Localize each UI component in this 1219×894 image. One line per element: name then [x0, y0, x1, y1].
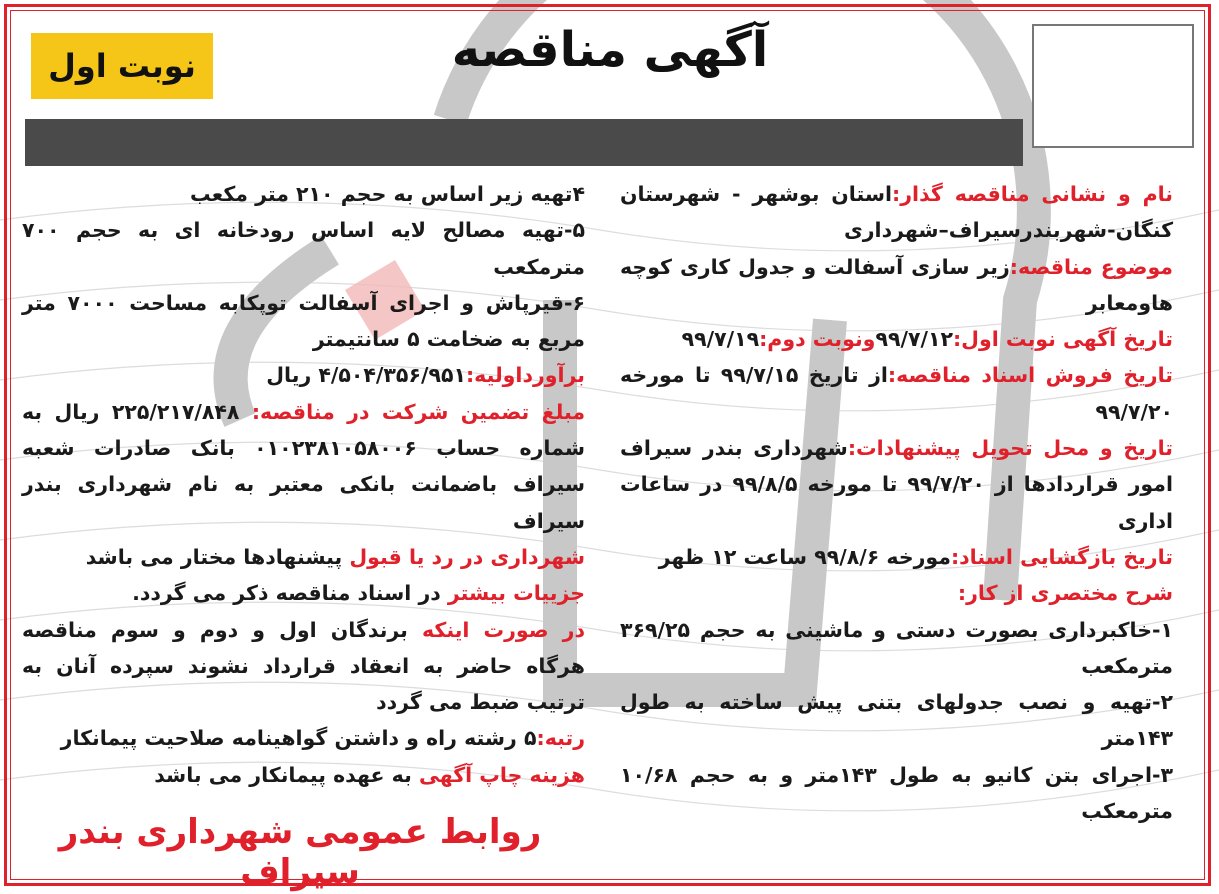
document-sale-dates: [620, 357, 1195, 430]
right-column: [620, 176, 1195, 829]
label: هزینه چاپ آگهی: [418, 762, 585, 787]
value: پیشنهادها مختار می باشد: [85, 544, 350, 569]
value: مورخه ۹۹/۸/۶ ساعت ۱۲ ظهر: [658, 544, 951, 569]
contractor-grade: [22, 720, 607, 756]
value: ۹۹/۷/۱۹: [681, 327, 760, 352]
work-description-heading: [620, 575, 1195, 611]
label: در صورت اینکه: [421, 617, 585, 642]
publish-dates: [620, 321, 1195, 357]
value: در اسناد مناقصه ذکر می گردد.: [132, 581, 448, 606]
label: تاریخ آگهی نوبت اول:: [952, 327, 1173, 352]
value: استان بوشهر - شهرستان کنگان-شهربندرسیراف–شهرداری: [620, 182, 1173, 243]
value: شهرداری بندر سیراف امور قراردادها از ۹۹/۷/۲۰ تا مورخه ۹۹/۸/۵ در ساعات اداری: [620, 436, 1173, 533]
label: نام و نشانی مناقصه گذار:: [892, 182, 1173, 206]
badge-label: نوبت اول: [48, 47, 196, 85]
label: شرح مختصری از کار:: [957, 581, 1173, 606]
value: ۹۹/۷/۱۲: [875, 327, 953, 352]
value: برندگان اول و دوم و سوم مناقصه هرگاه حاضر به انعقاد قرارداد نشوند سپرده آنان به ترتیب ضبط می گردد: [22, 617, 585, 715]
left-column: [22, 176, 607, 793]
value: ۴/۵۰۴/۳۵۶/۹۵۱ ریال: [266, 363, 466, 388]
value: از تاریخ ۹۹/۷/۱۵ تا مورخه ۹۹/۷/۲۰: [620, 363, 1173, 424]
work-item: ۱-خاکبرداری بصورت دستی و ماشینی به حجم ۳۶۹/۲۵ مترمکعب: [620, 617, 1173, 678]
work-item: ۵-تهیه مصالح لایه اساس رودخانه ای به حجم ۷۰۰ مترمکعب: [22, 218, 585, 279]
work-item: ۲-تهیه و نصب جدولهای بتنی پیش ساخته به طول ۱۴۳متر: [620, 690, 1173, 751]
label: برآورداولیه:: [465, 363, 585, 388]
label: تاریخ فروش اسناد مناقصه:: [887, 363, 1173, 388]
municipality-rights: [22, 539, 607, 575]
value: به عهده پیمانکار می باشد: [154, 762, 419, 787]
work-item: ۴تهیه زیر اساس به حجم ۲۱۰ متر مکعب: [190, 182, 585, 206]
tender-subject: [620, 249, 1195, 322]
label: تاریخ و محل تحویل پیشنهادات:: [847, 436, 1174, 461]
label: مبلغ تضمین شرکت در مناقصه:: [251, 399, 586, 424]
header-bar: [25, 119, 1023, 166]
initial-estimate: [22, 357, 607, 393]
work-item: ۶-قیرپاش و اجرای آسفالت توپکابه مساحت ۷۰۰۰ متر مربع به ضخامت ۵ سانتیمتر: [22, 290, 585, 352]
forfeit-clause: [22, 612, 607, 721]
notice-title: آگهی مناقصه: [451, 22, 769, 78]
label: تاریخ بازگشایی اسناد:: [950, 544, 1173, 569]
label: رتبه:: [536, 726, 585, 751]
label: موضوع مناقصه:: [1009, 254, 1173, 279]
submission-info: [620, 430, 1195, 539]
value: زیر سازی آسفالت و جدول کاری کوچه هاومعابر: [620, 254, 1173, 315]
value: ۲۲۵/۲۱۷/۸۴۸ ریال به شماره حساب ۰۱۰۲۳۸۱۰۵۸۰۰۶ بانک صادرات شعبه سیراف باضمانت بانکی معتبر به نام شهرداری بندر سیراف: [22, 399, 585, 533]
guarantee-amount: [22, 394, 607, 539]
label: جزییات بیشتر: [447, 581, 585, 606]
opening-date: [620, 539, 1195, 575]
first-round-badge: [31, 33, 213, 99]
label: شهرداری در رد یا قبول: [349, 544, 585, 569]
label: ونوبت دوم:: [759, 327, 876, 352]
work-item: ۳-اجرای بتن کانیو به طول ۱۴۳متر و به حجم ۱۰/۶۸ مترمعکب: [620, 762, 1173, 824]
tenderer-info: [620, 176, 1195, 249]
value: ۵ رشته راه و داشتن گواهینامه صلاحیت پیمانکار: [60, 726, 537, 751]
more-details: [22, 575, 607, 611]
public-relations-signature: روابط عمومی شهرداری بندر سیراف: [58, 812, 542, 892]
ad-cost: [22, 757, 607, 793]
logo-placeholder: [1032, 24, 1194, 148]
